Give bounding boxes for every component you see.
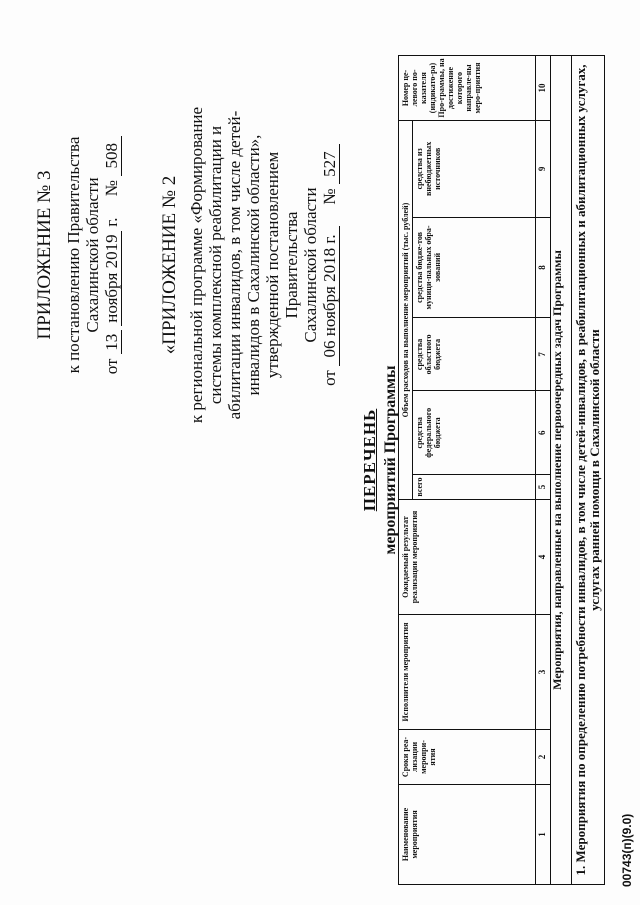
appendix-2-line4: инвалидов в Сахалинской области»,: [244, 134, 263, 396]
col-executors: Исполнители мероприятия: [399, 615, 536, 730]
list-subheading: мероприятий Программы: [382, 365, 399, 555]
col-number: 9: [536, 121, 551, 218]
number-label: №: [320, 188, 339, 205]
col-number: 1: [536, 785, 551, 885]
appendix-2-line5: утвержденной постановлением Правительства: [263, 151, 301, 379]
appendix-2-line3: абилитации инвалидов, в том числе детей-: [225, 110, 244, 420]
appendix-2-title: «ПРИЛОЖЕНИЕ № 2: [159, 175, 180, 355]
appendix-3-dateline: [102, 120, 122, 390]
date-g: г.: [102, 217, 121, 227]
doc-number: 508: [102, 136, 122, 176]
appendix-2-line1: к региональной программе «Формирование: [187, 106, 206, 424]
header-row: [399, 56, 413, 885]
col-total: всего: [413, 475, 536, 500]
date-full: 06 ноября 2018 г.: [320, 226, 340, 366]
appendix-3-title: ПРИЛОЖЕНИЕ № 3: [34, 170, 55, 340]
col-number: 2: [536, 730, 551, 785]
col-result: Ожидаемый результат реализации мероприятия: [399, 500, 536, 615]
col-number: 10: [536, 56, 551, 121]
col-funding-header: Объем расходов на выполнение мероприятий (тыс. рублей): [399, 121, 413, 500]
appendix-2-line6: Сахалинской области: [301, 187, 320, 343]
date-prefix: от: [320, 370, 339, 386]
doc-number: 527: [320, 144, 340, 184]
date-month-year: ноября 2019: [102, 231, 122, 326]
item-1-text: 1. Мероприятия по определению потребности инвалидов, в том числе детей-инвалидов, в реабилитационных и абилитационных услугах, услугах ранней помощи в Сахалинской области: [572, 56, 605, 885]
col-number: 7: [536, 318, 551, 391]
appendix-2-block: [160, 100, 340, 430]
column-numbers-row: [536, 56, 551, 885]
col-number: 6: [536, 391, 551, 475]
date-prefix: от: [102, 358, 121, 375]
col-number: 5: [536, 475, 551, 500]
col-regional: средства областного бюджета: [413, 318, 536, 391]
section-title: Мероприятия, направленные на выполнение первоочередных задач Программы: [551, 56, 572, 885]
col-terms: Сроки реа-лизации меропри-ятия: [399, 730, 536, 785]
col-number: 8: [536, 217, 551, 318]
measures-table: [398, 55, 605, 885]
col-number: 4: [536, 500, 551, 615]
number-label: №: [102, 180, 121, 197]
appendix-2-line2: системы комплексной реабилитации и: [206, 125, 225, 405]
appendix-3-line2: Сахалинской области: [83, 177, 102, 333]
col-offbudget: средства из внебюджетных источников: [413, 121, 536, 218]
appendix-2-dateline: [320, 100, 340, 430]
appendix-3-block: [35, 120, 122, 390]
footer-code: 00743(п)(9.0): [620, 813, 634, 887]
appendix-3-line1: к постановлению Правительства: [64, 136, 83, 374]
col-name: Наименование мероприятия: [399, 785, 536, 885]
col-federal: средства федерального бюджета: [413, 391, 536, 475]
section-row: [551, 56, 572, 885]
item-row: [572, 56, 605, 885]
list-heading: ПЕРЕЧЕНЬ: [360, 408, 379, 512]
col-indicator: Номер це-левого по-казателя (индикато-ра) Про-граммы, на достижение которого направле-ны меро-приятия: [399, 56, 536, 121]
date-day: 13: [102, 330, 122, 354]
col-number: 3: [536, 615, 551, 730]
col-municipal: средства бюдже-тов муници-пальных обра-зований: [413, 217, 536, 318]
